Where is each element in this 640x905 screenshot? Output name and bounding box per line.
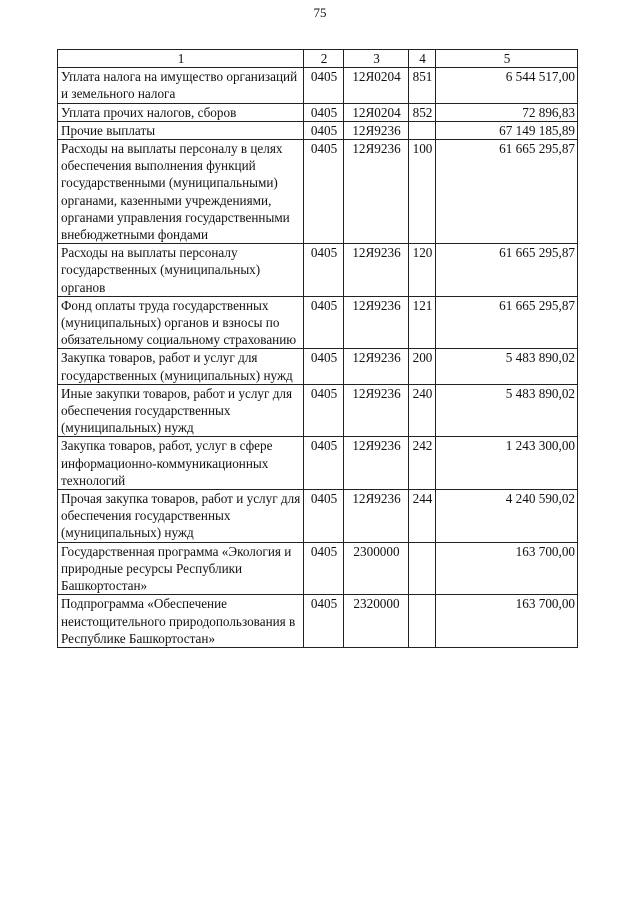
row-expense-type: 121	[409, 296, 436, 349]
row-section: 0405	[304, 490, 344, 543]
row-expense-type	[409, 121, 436, 139]
row-amount: 61 665 295,87	[436, 296, 578, 349]
row-target-code: 12Я9236	[344, 384, 409, 437]
row-name: Иные закупки товаров, работ и услуг для обеспечения государственных (муниципальных) нужд	[58, 384, 304, 437]
row-target-code: 12Я0204	[344, 103, 409, 121]
row-amount: 4 240 590,02	[436, 490, 578, 543]
row-target-code: 12Я9236	[344, 244, 409, 297]
row-expense-type: 852	[409, 103, 436, 121]
row-section: 0405	[304, 542, 344, 595]
row-section: 0405	[304, 140, 344, 244]
row-name: Прочие выплаты	[58, 121, 304, 139]
row-amount: 163 700,00	[436, 595, 578, 648]
row-section: 0405	[304, 384, 344, 437]
row-name: Государственная программа «Экология и природные ресурсы Республики Башкортостан»	[58, 542, 304, 595]
row-name: Расходы на выплаты персоналу государственных (муниципальных) органов	[58, 244, 304, 297]
row-amount: 5 483 890,02	[436, 384, 578, 437]
page-number: 75	[313, 5, 327, 20]
row-target-code: 12Я9236	[344, 121, 409, 139]
row-target-code: 12Я9236	[344, 490, 409, 543]
table-row	[58, 244, 578, 297]
row-amount: 6 544 517,00	[436, 68, 578, 103]
row-amount: 163 700,00	[436, 542, 578, 595]
row-target-code: 12Я9236	[344, 349, 409, 384]
row-target-code: 12Я9236	[344, 140, 409, 244]
row-expense-type: 100	[409, 140, 436, 244]
table-row	[58, 121, 578, 139]
row-name: Прочая закупка товаров, работ и услуг для обеспечения государственных (муниципальных) нужд	[58, 490, 304, 543]
table-row	[58, 490, 578, 543]
table-row	[58, 595, 578, 648]
table-row	[58, 384, 578, 437]
row-section: 0405	[304, 595, 344, 648]
row-amount: 5 483 890,02	[436, 349, 578, 384]
table-row	[58, 68, 578, 103]
row-expense-type	[409, 595, 436, 648]
row-name: Уплата прочих налогов, сборов	[58, 103, 304, 121]
row-name: Закупка товаров, работ и услуг для государственных (муниципальных) нужд	[58, 349, 304, 384]
table-row	[58, 140, 578, 244]
row-target-code: 2320000	[344, 595, 409, 648]
column-header-1: 1	[58, 50, 304, 68]
row-name: Подпрограмма «Обеспечение неистощительного природопользования в Республике Башкортостан»	[58, 595, 304, 648]
table-header-row	[58, 50, 578, 68]
row-section: 0405	[304, 437, 344, 490]
row-name: Фонд оплаты труда государственных (муниципальных) органов и взносы по обязательному социальному страхованию	[58, 296, 304, 349]
row-name: Уплата налога на имущество организаций и земельного налога	[58, 68, 304, 103]
column-header-2: 2	[304, 50, 344, 68]
table-row	[58, 296, 578, 349]
row-section: 0405	[304, 121, 344, 139]
table-row	[58, 103, 578, 121]
row-section: 0405	[304, 68, 344, 103]
row-expense-type: 200	[409, 349, 436, 384]
column-header-4: 4	[409, 50, 436, 68]
table-row	[58, 542, 578, 595]
row-target-code: 12Я9236	[344, 296, 409, 349]
table-row	[58, 349, 578, 384]
row-expense-type: 120	[409, 244, 436, 297]
row-expense-type: 242	[409, 437, 436, 490]
row-expense-type	[409, 542, 436, 595]
row-target-code: 12Я9236	[344, 437, 409, 490]
row-name: Расходы на выплаты персоналу в целях обеспечения выполнения функций государственными (муниципальными) органами, казенными учреждениями, органами управления государственными внебюджетными фондами	[58, 140, 304, 244]
row-section: 0405	[304, 244, 344, 297]
budget-table	[57, 49, 578, 648]
row-name: Закупка товаров, работ, услуг в сфере информационно-коммуникационных технологий	[58, 437, 304, 490]
row-section: 0405	[304, 296, 344, 349]
row-amount: 61 665 295,87	[436, 244, 578, 297]
row-amount: 61 665 295,87	[436, 140, 578, 244]
row-expense-type: 244	[409, 490, 436, 543]
column-header-5: 5	[436, 50, 578, 68]
row-section: 0405	[304, 103, 344, 121]
table-row	[58, 437, 578, 490]
row-amount: 67 149 185,89	[436, 121, 578, 139]
column-header-3: 3	[344, 50, 409, 68]
row-expense-type: 851	[409, 68, 436, 103]
row-expense-type: 240	[409, 384, 436, 437]
row-target-code: 12Я0204	[344, 68, 409, 103]
row-section: 0405	[304, 349, 344, 384]
row-amount: 1 243 300,00	[436, 437, 578, 490]
row-target-code: 2300000	[344, 542, 409, 595]
row-amount: 72 896,83	[436, 103, 578, 121]
